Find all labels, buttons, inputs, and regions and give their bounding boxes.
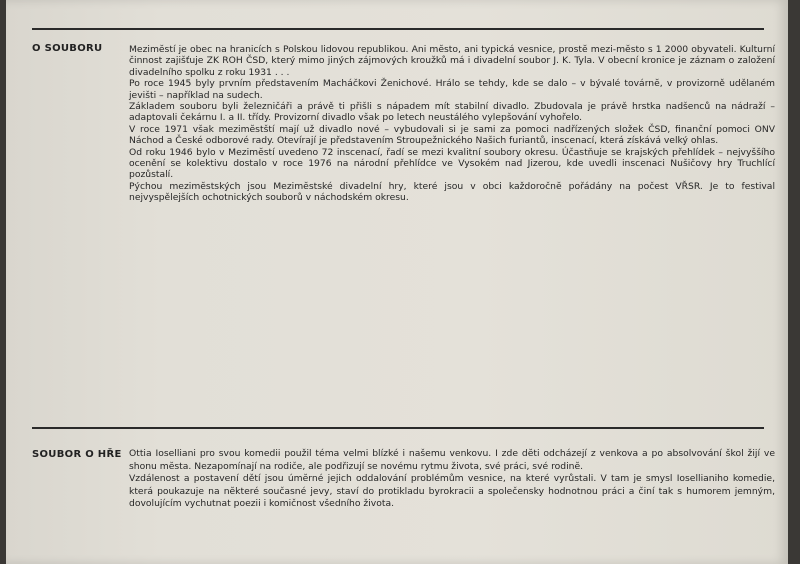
- top-divider: [32, 28, 764, 30]
- paragraph: Vzdálenost a postavení dětí jsou úmĕrné jejich oddalování problémům vesnice, na které vyrůstali. V tam je smysl Iosellianiho komedie, která poukazuje na nĕkteré současné jevy, staví do protikladu byrokracii a společensky hodnotnou práci a činí tak s humorem jemným, dovolujícím vychutnat poezii i komičnost všedního života.: [129, 473, 775, 510]
- paragraph: Ottia Ioselliani pro svou komedii použil téma velmi blízké i našemu venkovu. I zde dĕti odcházejí z venkova a po absolvování škol žijí ve shonu mĕsta. Nezapomínají na rodiče, ale podřizují se novému rytmu života, své práci, své rodinĕ.: [129, 448, 775, 472]
- paragraph: V roce 1971 však mezimĕstští mají už divadlo nové – vybudovali si je sami za pomoci nadřízených složek ČSD, finanční pomoci ONV Náchod a České odborové rady. Otevírají je představením Stroupežnického Našich furiantů, inscenací, která získává velký ohlas.: [129, 123, 775, 147]
- paragraph: Pýchou mezimĕstských jsou Mezimĕstské divadelní hry, které jsou v obci každoročnĕ pořádány na počest VŘSR. Je to festival nejvyspělejších ochotnických souborů v náchodském okresu.: [129, 180, 775, 204]
- section-body-soubor-o-hre: [129, 448, 775, 511]
- middle-divider: [32, 427, 764, 429]
- section-heading-o-souboru: O SOUBORU: [32, 43, 103, 54]
- document-page: [6, 0, 788, 564]
- paragraph: Od roku 1946 bylo v Mezimĕstí uvedeno 72 inscenací, řadí se mezi kvalitní soubory okresu. Účastňuje se krajských přehlídek – nejvyššího ocenění se kolektivu dostalo v roce 1976 na národní přehlídce ve Vysokém nad Jizerou, kde uvedli inscenaci Nušičovy hry Truchlící pozůstalí.: [129, 146, 775, 181]
- paragraph: Po roce 1945 byly prvním představením Macháčkovi Ženichové. Hrálo se tehdy, kde se dalo – v bývalé továrnĕ, v provizorně udělaném jevišti – například na sudech.: [129, 78, 775, 101]
- section-body-o-souboru: [129, 44, 775, 204]
- paragraph: Mezimĕstí je obec na hranicích s Polskou lidovou republikou. Ani mĕsto, ani typická vesnice, prostĕ mezi-mĕsto s 1 2000 obyvateli. Kulturní činnost zajišťuje ZK ROH ČSD, který mimo jiných zájmových kroužků má i divadelní soubor J. K. Tyla. V obecní kronice je záznam o založení divadelního spolku z roku 1931 . . .: [129, 44, 775, 78]
- section-heading-soubor-o-hre: SOUBOR O HŘE: [32, 449, 122, 460]
- paragraph: Základem souboru byli železničáři a právě ti přišli s nápadem mít stabilní divadlo. Zbudovala je právě hrstka nadšenců na nádraží – adaptovali čekárnu I. a II. třídy. Provizorní divadlo však po letech neustálého vylepšování vyhořelo.: [129, 101, 775, 124]
